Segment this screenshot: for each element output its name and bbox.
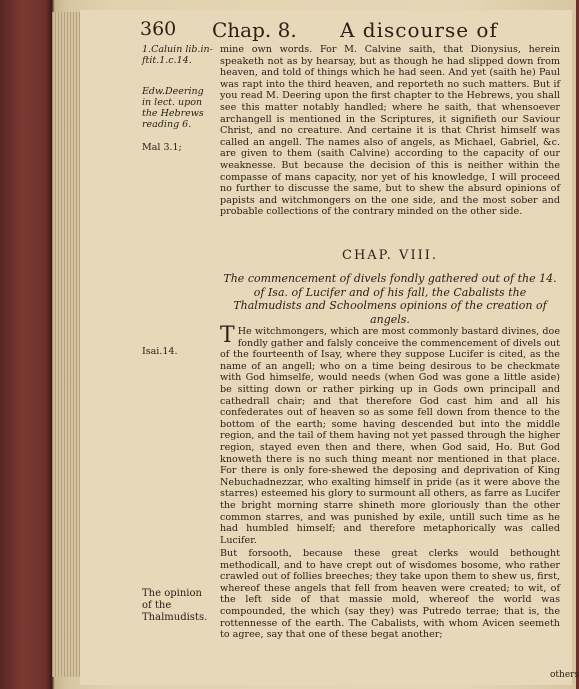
catchword: others bbox=[550, 670, 579, 680]
main-paragraph bbox=[220, 323, 560, 546]
page-number: 360 bbox=[140, 18, 177, 40]
margin-note-deering: Edw.Deering in lect. upon the Hebrews reading 6. bbox=[142, 86, 204, 130]
chapter-caption: The commencement of divels fondly gathered out of the 14. of Isa. of Lucifer and of his fall, the Cabalists the Thalmudists and Schoolmens opinions of the creation of angels. bbox=[223, 272, 557, 326]
margin-note-calvin: 1.Caluin lib.in-ftit.1.c.14. bbox=[142, 44, 213, 66]
chapter-label: Chap. 8. bbox=[212, 18, 297, 42]
chapter-heading: CHAP. VIII. bbox=[342, 248, 438, 263]
drop-cap: T bbox=[220, 323, 235, 348]
margin-note-thalmudists: The opinion of the Thalmudists. bbox=[142, 588, 208, 623]
margin-note-malachi: Mal 3.1; bbox=[142, 142, 182, 153]
top-paragraph-text: mine own words. For M. Calvine saith, that Dionysius, herein speaketh not as by hearsay, but as though he had slipped down from heaven, and told of things which he had seen. And yet (saith he) Paul was rapt into the third heaven, and reporteth no such matters. But if you read M. Deering upon the first chapter to the Hebrews, you shall see this matter notably handled; where he saith, that whensoever archangell is mentioned in the Scriptures, it signifieth our Saviour Christ, and no creature. And certaine it is that Christ himself was called an angell. The names also of angels, as Michael, Gabriel, &c. are given to them (saith Calvine) according to the capacity of our weaknesse. But because the decision of this is neither within the compasse of mans capacity, nor yet of his knowledge, I will proceed no further to discusse the same, but to shew the absurd opinions of papists and witchmongers on the one side, and the most sober and probable collections of the contrary minded on the other side. bbox=[220, 44, 560, 218]
running-title: A discourse of bbox=[340, 18, 498, 42]
last-paragraph-text: But forsooth, because these great clerks would bethought methodicall, and to have crept out of wisdomes bosome, who rather crawled out of follies breeches; they take upon them to shew us, first, whereof these angels that fell from heaven were created; to wit, of the left side of that massie mold, whereof the world was compounded, the which (say they) was Putredo terrae; that is, the rottennesse of the earth. The Cabalists, with whom Avicen seemeth to agree, say that one of these begat another; bbox=[220, 548, 560, 641]
book-fore-edge bbox=[52, 12, 80, 677]
last-paragraph bbox=[220, 548, 560, 641]
margin-note-isaiah: Isai.14. bbox=[142, 346, 178, 357]
top-paragraph bbox=[220, 44, 560, 218]
running-header bbox=[140, 18, 560, 44]
main-paragraph-text: He witchmongers, which are most commonly bastard divines, doe fondly gather and falsly conceive the commencement of divels out of the fourteenth of Isay, where they suppose Lucifer is cited, as the name of an angell; who on a time being desirous to be checkmate with God himselfe, would needs (when God was gone a little aside) be sitting down or rather pirking up in Gods own principall and cathedrall chair; and that therefore God cast him and all his confederates out of heaven so as some fell down from thence to the bottom of the earth; some having descended but into the middle region, and the tail of them having not yet passed through the higher region, stayed even then and there, when God said, Ho. But God knoweth there is no such thing meant nor mentioned in that place. For there is only fore-shewed the deposing and deprivation of King Nebuchadnezzar, who exalting himself in pride (as it were above the starres) esteemed his glory to surmount all others, as farre as Lucifer the bright morning starre shineth more gloriously than the other common starres, and was punished by exile, untill such time as he had humbled himself; and therefore metaphorically was called Lucifer. bbox=[220, 326, 560, 546]
book-page bbox=[80, 10, 579, 685]
